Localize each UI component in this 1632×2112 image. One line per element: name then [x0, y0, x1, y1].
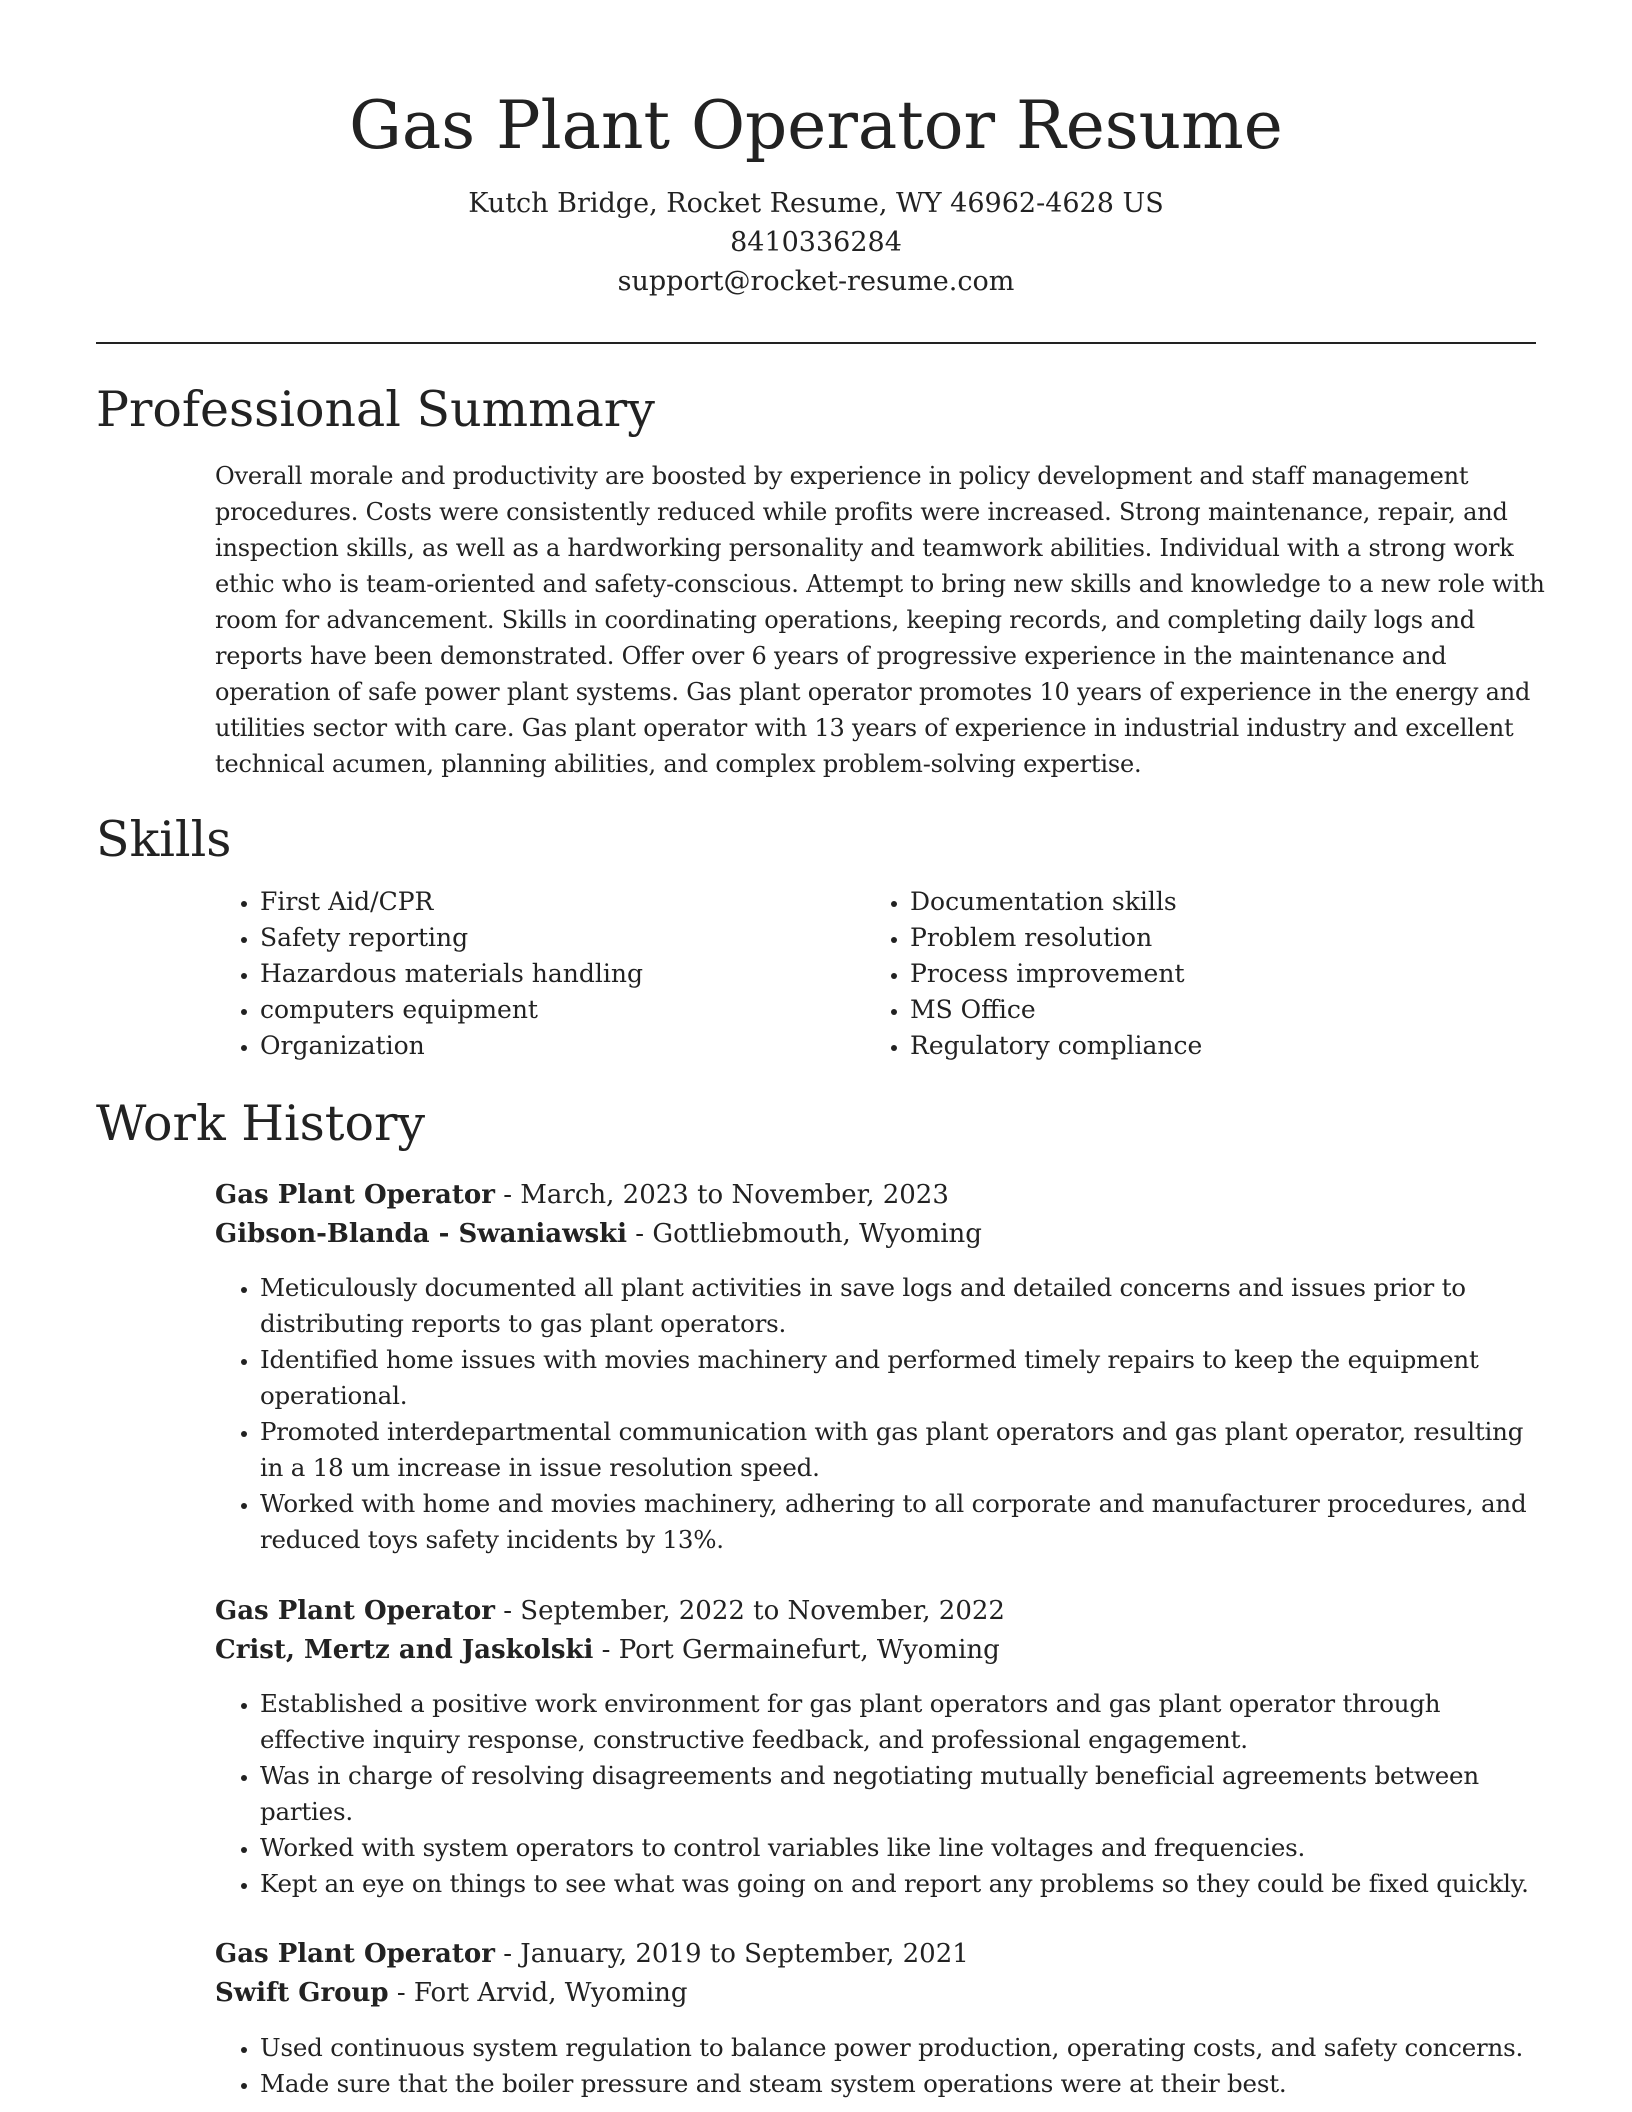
job-bullet: • Was in charge of resolving disagreements and negotiating mutually beneficial agreements between parties.: [260, 1758, 1540, 1830]
job-company: Gibson-Blanda - Swaniawski: [215, 1219, 628, 1249]
phone: 8410336284: [730, 227, 902, 258]
job-bullet: • Identified home issues with movies machinery and performed timely repairs to keep the equipment operational.: [260, 1342, 1540, 1414]
job-bullets: [260, 1686, 1540, 1902]
job-title-line: [215, 1176, 949, 1215]
job-company-line: [215, 1631, 1000, 1670]
resume-title: Gas Plant Operator Resume: [349, 87, 1283, 164]
job-bullet: • Used continuous system regulation to balance power production, operating costs, and safety concerns.: [260, 2030, 1540, 2066]
job-dates: - September, 2022 to November, 2022: [494, 1596, 1005, 1626]
skills-heading: Skills: [96, 811, 232, 868]
job-title-line: [215, 1935, 969, 1974]
job-role: Gas Plant Operator: [215, 1180, 495, 1210]
skills-list-left: [260, 884, 820, 1064]
job-location: - Gottliebmouth, Wyoming: [627, 1219, 982, 1249]
skill-item: • MS Office: [910, 992, 1510, 1028]
job-location: - Port Germainefurt, Wyoming: [593, 1635, 1000, 1665]
job-company-line: [215, 1974, 688, 2013]
job-bullet: • Worked with system operators to control variables like line voltages and frequencies.: [260, 1830, 1540, 1866]
summary-text: Overall morale and productivity are boosted by experience in policy development and staff management procedures. Costs were consistently reduced while profits were increased. Strong maintenance, repair, and inspection skills, as well as a hardworking personality and teamwork abilities. Individual with a strong work ethic who is team-oriented and safety-conscious. Attempt to bring new skills and knowledge to a new role with room for advancement. Skills in coordinating operations, keeping records, and completing daily logs and reports have been demonstrated. Offer over 6 years of progressive experience in the maintenance and operation of safe power plant systems. Gas plant operator promotes 10 years of experience in the energy and utilities sector with care. Gas plant operator with 13 years of experience in industrial industry and excellent technical acumen, planning abilities, and complex problem-solving expertise.: [215, 462, 1545, 778]
job-company: Crist, Mertz and Jaskolski: [215, 1635, 594, 1665]
skills-list-right: [910, 884, 1510, 1064]
job-location: - Fort Arvid, Wyoming: [388, 1978, 688, 2008]
skill-item: • Documentation skills: [910, 884, 1510, 920]
skill-item: • Organization: [260, 1028, 820, 1064]
email: support@rocket-resume.com: [617, 266, 1015, 297]
skill-item: • Regulatory compliance: [910, 1028, 1510, 1064]
skill-item: • First Aid/CPR: [260, 884, 820, 920]
job-bullet: • Kept an eye on things to see what was going on and report any problems so they could be fixed quickly.: [260, 1866, 1540, 1902]
skill-item: • Problem resolution: [910, 920, 1510, 956]
job-bullet: • Worked with home and movies machinery, adhering to all corporate and manufacturer procedures, and reduced toys safety incidents by 13%.: [260, 1486, 1540, 1558]
job-bullet: • Established a positive work environment for gas plant operators and gas plant operator through effective inquiry response, constructive feedback, and professional engagement.: [260, 1686, 1540, 1758]
address: Kutch Bridge, Rocket Resume, WY 46962-4628 US: [468, 188, 1164, 219]
header-divider: [96, 342, 1536, 344]
resume-header: [0, 0, 1632, 301]
job-bullet: • Made sure that the boiler pressure and steam system operations were at their best.: [260, 2066, 1540, 2102]
skill-item: • computers equipment: [260, 992, 820, 1028]
job-bullet: • Meticulously documented all plant activities in save logs and detailed concerns and issues prior to distributing reports to gas plant operators.: [260, 1270, 1540, 1342]
job-company: Swift Group: [215, 1978, 389, 2008]
job-bullets: [260, 1270, 1540, 1558]
contact-block: [0, 184, 1632, 301]
job-role: Gas Plant Operator: [215, 1596, 495, 1626]
work-history-heading: Work History: [96, 1095, 426, 1152]
job-company-line: [215, 1215, 982, 1254]
job-bullets: [260, 2030, 1540, 2102]
summary-heading: Professional Summary: [96, 381, 655, 438]
skill-item: • Process improvement: [910, 956, 1510, 992]
job-dates: - March, 2023 to November, 2023: [494, 1180, 949, 1210]
job-bullet: • Promoted interdepartmental communication with gas plant operators and gas plant operator, resulting in a 18 um increase in issue resolution speed.: [260, 1414, 1540, 1486]
job-dates: - January, 2019 to September, 2021: [494, 1939, 969, 1969]
job-role: Gas Plant Operator: [215, 1939, 495, 1969]
job-title-line: [215, 1592, 1005, 1631]
skill-item: • Hazardous materials handling: [260, 956, 820, 992]
skill-item: • Safety reporting: [260, 920, 820, 956]
